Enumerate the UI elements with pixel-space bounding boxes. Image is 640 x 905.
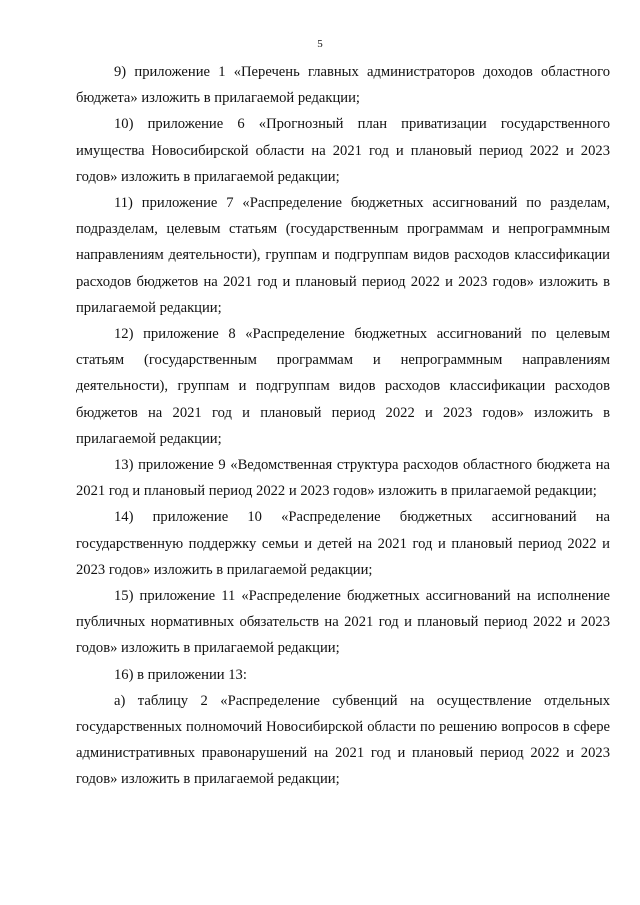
paragraph-item-16: 16) в приложении 13: xyxy=(114,666,247,683)
subparagraph-a: а) таблицу 2 «Распределение субвенций на осуществление отдельных государственных полномочий Новосибирской области по решению вопросов в сфере административных правонарушений на 2021 год и плановый период 2022 и 2023 годов» изложить в прилагаемой редакции; xyxy=(76,692,610,788)
paragraph-item-15: 15) приложение 11 «Распределение бюджетных ассигнований на исполнение публичных нормативных обязательств на 2021 год и плановый период 2022 и 2023 годов» изложить в прилагаемой редакции; xyxy=(76,588,610,657)
page-number: 5 xyxy=(317,38,323,50)
document-body xyxy=(76,59,610,793)
paragraph-item-14: 14) приложение 10 «Распределение бюджетных ассигнований на государственную поддержку семьи и детей на 2021 год и плановый период 2022 и 2023 годов» изложить в прилагаемой редакции; xyxy=(76,509,610,578)
paragraph-item-10: 10) приложение 6 «Прогнозный план приватизации государственного имущества Новосибирской области на 2021 год и плановый период 2022 и 2023 годов» изложить в прилагаемой редакции; xyxy=(76,116,610,185)
paragraph-item-9: 9) приложение 1 «Перечень главных администраторов доходов областного бюджета» изложить в прилагаемой редакции; xyxy=(76,64,610,107)
paragraph-item-12: 12) приложение 8 «Распределение бюджетных ассигнований по целевым статьям (государственным программам и непрограммным направлениям деятельности), группам и подгруппам видов расходов классификации расходов бюджетов на 2021 год и плановый период 2022 и 2023 годов» изложить в прилагаемой редакции; xyxy=(76,326,610,447)
paragraph-item-11: 11) приложение 7 «Распределение бюджетных ассигнований по разделам, подразделам, целевым статьям (государственным программам и непрограммным направлениям деятельности), группам и подгруппам видов расходов классификации расходов бюджетов на 2021 год и плановый период 2022 и 2023 годов» изложить в прилагаемой редакции; xyxy=(76,195,610,316)
paragraph-item-13: 13) приложение 9 «Ведомственная структура расходов областного бюджета на 2021 год и плановый период 2022 и 2023 годов» изложить в прилагаемой редакции; xyxy=(76,457,610,500)
